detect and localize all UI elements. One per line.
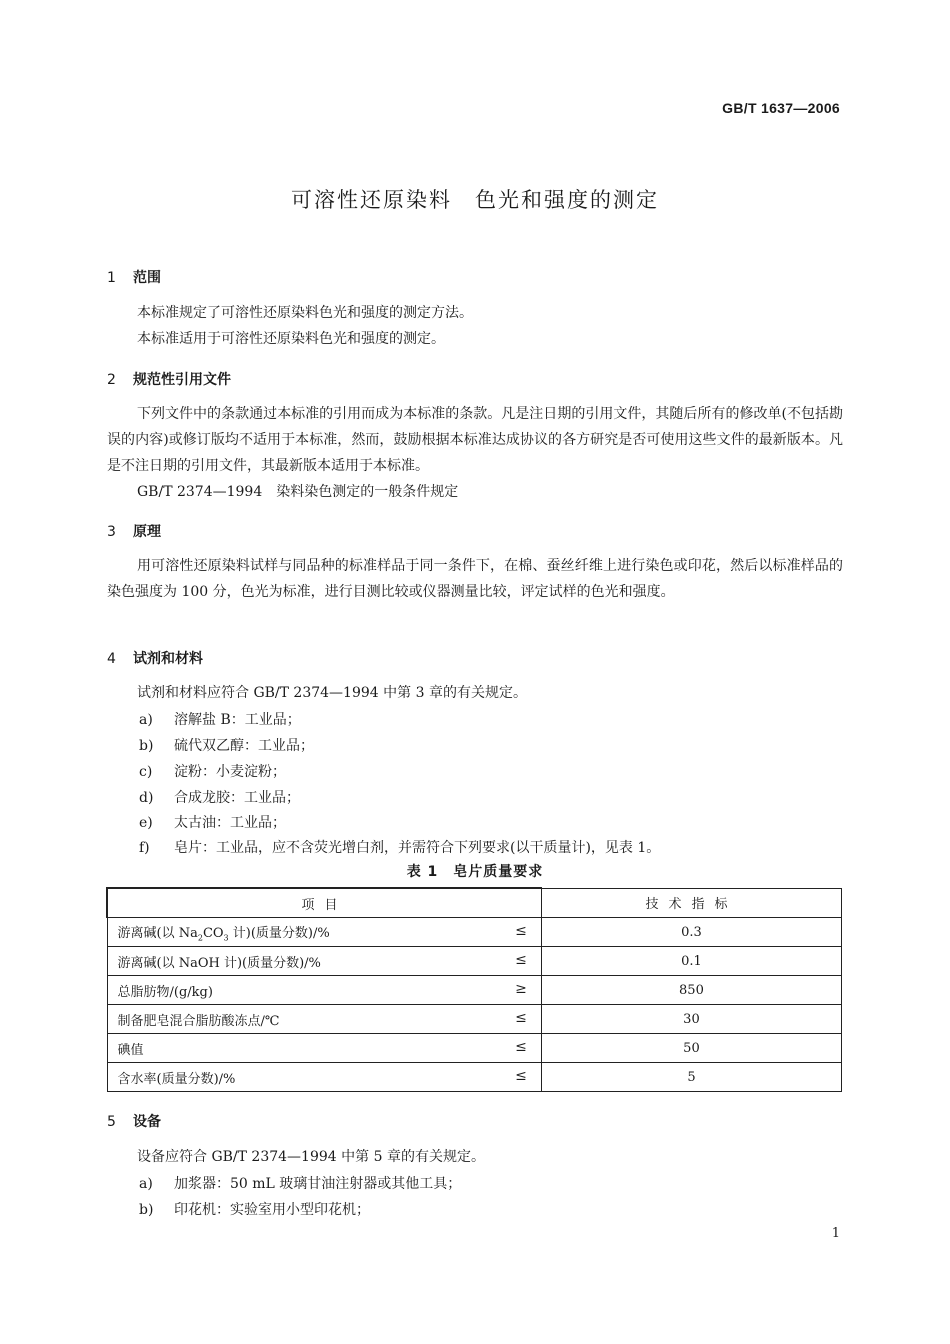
list-text: 溶解盐 B：工业品； xyxy=(174,712,301,728)
paragraph: 本标准适用于可溶性还原染料色光和强度的测定。 xyxy=(137,331,445,347)
list-label: d) xyxy=(139,790,154,806)
table-row xyxy=(107,1034,842,1063)
column-header-item: 项目 xyxy=(107,888,541,918)
section-number: 1 xyxy=(107,270,116,286)
item-text: 游离碱(以 $Na_2CO_3$ 计)(质量分数)/% xyxy=(117,925,330,943)
value-cell: 50 xyxy=(541,1034,841,1063)
list-text: 印花机：实验室用小型印花机； xyxy=(174,1202,370,1218)
comparison-symbol: ≤ xyxy=(515,1010,527,1026)
comparison-symbol: ≤ xyxy=(515,923,527,939)
column-header-spec: 技术指标 xyxy=(541,888,841,918)
section-3-heading xyxy=(107,521,161,541)
table-row xyxy=(107,947,842,976)
list-item xyxy=(139,812,286,832)
list-item xyxy=(139,735,314,755)
section-title: 规范性引用文件 xyxy=(133,372,231,388)
comparison-symbol: ≤ xyxy=(515,1068,527,1084)
paragraph: 本标准规定了可溶性还原染料色光和强度的测定方法。 xyxy=(137,305,473,321)
section-title: 设备 xyxy=(133,1114,161,1130)
section-title: 原理 xyxy=(133,524,161,540)
section-5-heading xyxy=(107,1111,161,1131)
paragraph: 试剂和材料应符合 GB/T 2374—1994 中第 3 章的有关规定。 xyxy=(137,685,527,701)
soap-flake-requirements-table xyxy=(106,887,842,1092)
section-2-heading xyxy=(107,369,231,389)
item-cell xyxy=(107,1005,541,1034)
page-number: 1 xyxy=(831,1226,840,1241)
comparison-symbol: ≤ xyxy=(515,1039,527,1055)
list-item xyxy=(139,837,660,857)
item-cell xyxy=(107,1063,541,1092)
paragraph: 设备应符合 GB/T 2374—1994 中第 5 章的有关规定。 xyxy=(137,1149,485,1165)
item-text: 碘值 xyxy=(117,1042,144,1058)
section-1-heading xyxy=(107,267,161,287)
document-title: 可溶性还原染料 色光和强度的测定 xyxy=(291,188,659,212)
table-row xyxy=(107,1005,842,1034)
section-number: 4 xyxy=(107,651,116,667)
section-title: 范围 xyxy=(133,270,161,286)
paragraph: 下列文件中的条款通过本标准的引用而成为本标准的条款。凡是注日期的引用文件，其随后所有的修改单(不包括勘误的内容)或修订版均不适用于本标准，然而，鼓励根据本标准达成协议的各方研究是否可使用这些文件的最新版本。凡是不注日期的引用文件，其最新版本适用于本标准。 xyxy=(107,406,843,474)
list-label: b) xyxy=(139,738,154,754)
value-cell: 0.1 xyxy=(541,947,841,976)
list-text: 加浆器：50 mL 玻璃甘油注射器或其他工具； xyxy=(174,1176,462,1192)
table-caption: 表 1 皂片质量要求 xyxy=(406,864,544,880)
value-cell: 30 xyxy=(541,1005,841,1034)
comparison-symbol: ≥ xyxy=(515,981,527,997)
list-label: c) xyxy=(139,764,153,780)
item-text: 含水率(质量分数)/% xyxy=(117,1071,236,1087)
item-cell xyxy=(107,947,541,976)
item-text: 游离碱(以 NaOH 计)(质量分数)/% xyxy=(117,955,321,971)
section-number: 3 xyxy=(107,524,116,540)
list-item xyxy=(139,1173,461,1193)
list-text: 合成龙胶：工业品； xyxy=(174,790,300,806)
table-row xyxy=(107,976,842,1005)
item-text: 总脂肪物/(g/kg) xyxy=(117,984,213,1000)
value-cell: 850 xyxy=(541,976,841,1005)
item-cell xyxy=(107,918,541,947)
section-number: 5 xyxy=(107,1114,116,1130)
item-cell xyxy=(107,1034,541,1063)
standard-code: GB/T 1637—2006 xyxy=(722,100,840,116)
list-label: a) xyxy=(139,712,153,728)
list-item xyxy=(139,709,301,729)
section-title: 试剂和材料 xyxy=(133,651,203,667)
list-label: f) xyxy=(139,840,150,856)
list-item xyxy=(139,761,286,781)
table-header-row xyxy=(107,888,842,918)
table-row xyxy=(107,1063,842,1092)
comparison-symbol: ≤ xyxy=(515,952,527,968)
item-cell xyxy=(107,976,541,1005)
normative-reference: GB/T 2374—1994 染料染色测定的一般条件规定 xyxy=(137,484,459,500)
list-text: 硫代双乙醇：工业品； xyxy=(174,738,314,754)
section-number: 2 xyxy=(107,372,116,388)
section-4-heading xyxy=(107,648,203,668)
value-cell: 0.3 xyxy=(541,918,841,947)
list-label: e) xyxy=(139,815,153,831)
list-label: b) xyxy=(139,1202,154,1218)
list-item xyxy=(139,1199,370,1219)
list-text: 淀粉：小麦淀粉； xyxy=(174,764,286,780)
list-text: 皂片：工业品，应不含荧光增白剂，并需符合下列要求(以干质量计)，见表 1。 xyxy=(174,840,661,856)
list-label: a) xyxy=(139,1176,153,1192)
list-text: 太古油：工业品； xyxy=(174,815,286,831)
table-row xyxy=(107,918,842,947)
list-item xyxy=(139,787,300,807)
value-cell: 5 xyxy=(541,1063,841,1092)
paragraph: 用可溶性还原染料试样与同品种的标准样品于同一条件下，在棉、蚕丝纤维上进行染色或印花，然后以标准样品的染色强度为 100 分，色光为标准，进行目测比较或仪器测量比较，评定试样的色光和强度。 xyxy=(107,558,843,600)
item-text: 制备肥皂混合脂肪酸冻点/℃ xyxy=(117,1013,280,1029)
